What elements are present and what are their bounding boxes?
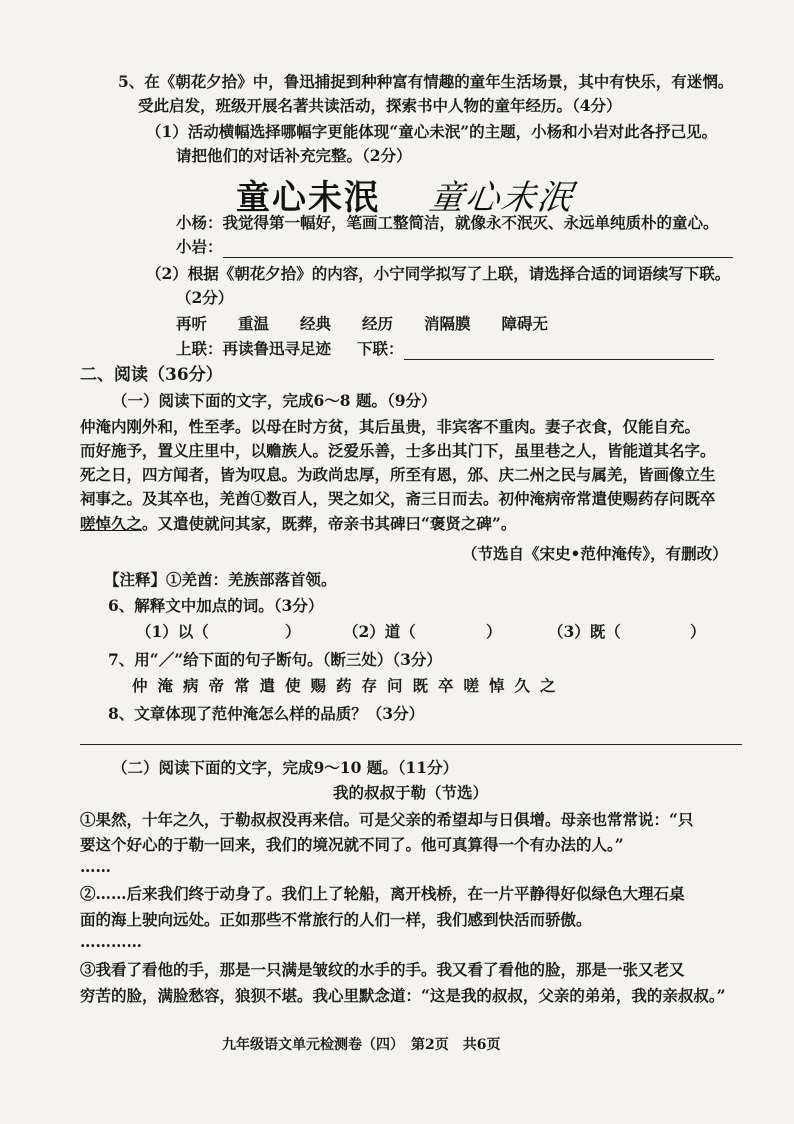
passage-line-2: 而好施予，置义庄里中，以赡族人。泛爱乐善，士多出其门下，虽里巷之人，皆能道其名字。 <box>80 441 716 460</box>
q7-title: 7、用“／”给下面的句子断句。（断三处）（3分） <box>108 650 442 669</box>
q6-item-2-open: （2）道（ <box>343 622 416 641</box>
q5-sub1-line2: 请把他们的对话补充完整。（2分） <box>176 146 412 165</box>
passage-underlined-text: 嗟悼久之 <box>80 514 143 533</box>
couplet-line <box>176 338 714 360</box>
part2-intro: （二）阅读下面的文字，完成9～10 题。（11分） <box>112 758 459 777</box>
calligraphy-sample-2: 童心未泯 <box>426 178 577 218</box>
q6-item-3-close: ） <box>690 622 706 641</box>
q5-sub2-line2: （2分） <box>176 288 234 307</box>
q6-item-2-close: ） <box>486 622 502 641</box>
q6-item-1-open: （1）以（ <box>136 622 209 641</box>
ellipsis-1: …… <box>80 857 111 876</box>
q6-item-3-open: （3）既（ <box>548 622 621 641</box>
ellipsis-2: ………… <box>80 932 142 951</box>
calligraphy-sample-1: 童心未泯 <box>236 178 380 218</box>
page-footer: 九年级语文单元检测卷（四） 第2页 共6页 <box>222 1037 501 1053</box>
para3-line1: ③我看了看他的手，那是一只满是皱纹的水手的手。我又看了看他的脸，那是一张又老又 <box>80 960 685 979</box>
xialian-answer-blank[interactable] <box>404 341 714 360</box>
q7-sentence: 仲淹病帝常遣使赐药存问既卒嗟悼久之 <box>132 676 566 695</box>
q8-answer-line[interactable] <box>80 744 742 745</box>
xiaoyan-line <box>176 236 733 258</box>
story-title: 我的叔叔于勒（节选） <box>333 783 489 802</box>
para1-line2: 要这个好心的于勒一回来，我们的境况就不同了。他可真算得一个有办法的人。” <box>80 835 624 854</box>
passage-line-1: 仲淹内刚外和，性至孝。以母在时方贫，其后虽贵，非宾客不重肉。妻子衣食，仅能自充。 <box>80 417 701 436</box>
q5-sub2-line1: （2）根据《朝花夕拾》的内容，小宁同学拟写了上联，请选择合适的词语续写下联。 <box>146 264 731 283</box>
xiaoyan-answer-blank[interactable] <box>223 239 733 258</box>
annotation-note: 【注释】①羌酋：羌族部落首领。 <box>104 570 337 589</box>
passage-line-5-rest: 。又遣使就问其家，既葬，帝亲书其碑曰“褒贤之碑”。 <box>142 514 517 533</box>
para2-line1: ②……后来我们终于动身了。我们上了轮船，离开栈桥，在一片平静得好似绿色大理石桌 <box>80 884 685 903</box>
section-title-reading: 二、阅读（36分） <box>80 365 223 385</box>
part1-intro: （一）阅读下面的文字，完成6～8 题。（9分） <box>112 391 437 410</box>
para2-line2: 面的海上驶向远处。正如那些不常旅行的人们一样，我们感到快活而骄傲。 <box>80 910 592 929</box>
passage-line-4: 祠事之。及其卒也，羌酋①数百人，哭之如父，斋三日而去。初仲淹病帝常遣使赐药存问既卒 <box>80 489 716 508</box>
xiaoyang-line: 小杨：我觉得第一幅好，笔画工整简洁，就像永不泯灭、永远单纯质朴的童心。 <box>176 213 719 232</box>
para1-line1: ①果然，十年之久，于勒叔叔没再来信。可是父亲的希望却与日俱增。母亲也常常说：“只 <box>80 810 694 829</box>
q6-title: 6、解释文中加点的词。（3分） <box>108 596 324 615</box>
q5-sub1-line1: （1）活动横幅选择哪幅字更能体现“童心未泯”的主题，小杨和小岩对此各抒己见。 <box>146 122 718 141</box>
q5-line1: 5、在《朝花夕拾》中，鲁迅捕捉到种种富有情趣的童年生活场景，其中有快乐，有迷惘。 <box>118 72 734 91</box>
shanglian: 上联：再读鲁迅寻足迹 <box>176 339 332 358</box>
word-choices: 再听 重温 经典 经历 消隔膜 障碍无 <box>176 314 549 333</box>
q6-item-1-close: ） <box>285 622 301 641</box>
q8-title: 8、文章体现了范仲淹怎么样的品质？（3分） <box>108 704 425 723</box>
passage-line-3: 死之日，四方闻者，皆为叹息。为政尚忠厚，所至有恩，邠、庆二州之民与属羌，皆画像立生 <box>80 465 716 484</box>
passage-line-5 <box>80 513 516 535</box>
source-note: （节选自《宋史•范仲淹传》，有删改） <box>462 544 728 563</box>
xialian-label: 下联： <box>357 339 404 358</box>
xiaoyan-label: 小岩： <box>176 237 223 256</box>
q5-line2: 受此启发，班级开展名著共读活动，探索书中人物的童年经历。（4分） <box>138 96 622 115</box>
para3-line2: 穷苦的脸，满脸愁容，狼狈不堪。我心里默念道：“这是我的叔叔，父亲的弟弟，我的亲叔叔。” <box>80 986 726 1005</box>
